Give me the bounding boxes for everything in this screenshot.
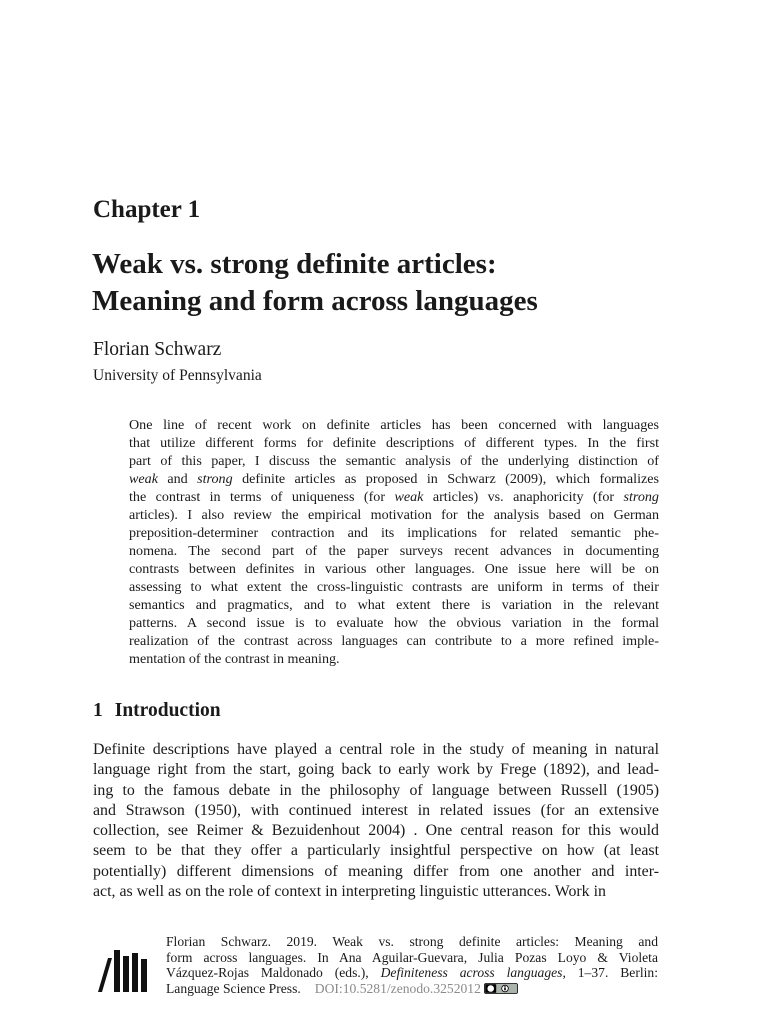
body-line: Definite descriptions have played a central role in the study of meaning in natural — [93, 741, 659, 758]
abstract-line: patterns. A second issue is to evaluate how the obvious variation in the formal — [129, 615, 659, 631]
body-text — [93, 740, 659, 902]
citation-line: form across languages. In Ana Aguilar-Guevara, Julia Pozas Loyo & Violeta — [166, 949, 658, 965]
body-line: ing to the famous debate in the philosophy of language between Russell (1905) — [93, 781, 659, 799]
abstract-line: that utilize different forms for definite descriptions of different types. In the first — [129, 435, 659, 451]
abstract-line: One line of recent work on definite articles has been concerned with languages — [129, 417, 659, 433]
title-line: Meaning and form across languages — [92, 285, 538, 317]
abstract-line: the contrast in terms of uniqueness (for weak articles) vs. anaphoricity (for strong — [129, 489, 659, 505]
abstract-line: part of this paper, I discuss the semantic analysis of the underlying distinction of — [129, 453, 659, 469]
abstract-line: contrasts between definites in various other languages. One issue here will be on — [129, 561, 659, 577]
publisher-name: Language Science Press. — [166, 980, 301, 996]
citation-line — [166, 981, 658, 997]
emphasis: weak — [394, 489, 424, 505]
section-number: 1 — [93, 700, 103, 721]
abstract-line: articles). I also review the empirical motivation for the analysis based on German — [129, 507, 659, 523]
section-title: Introduction — [114, 700, 221, 721]
emphasis: weak — [129, 471, 158, 487]
body-line: collection, see Reimer & Bezuidenhout 2004) . One central reason for this would — [93, 822, 659, 840]
abstract-line: weak and strong definite articles as proposed in Schwarz (2009), which formalizes — [129, 471, 659, 487]
emphasis: strong — [197, 471, 233, 487]
title-line: Weak vs. strong definite articles: — [92, 248, 497, 280]
author-name: Florian Schwarz — [93, 339, 222, 360]
section-heading — [93, 699, 221, 723]
body-line: potentially) different dimensions of meaning differ from one another and inter- — [93, 862, 659, 880]
abstract-line: mentation of the contrast in meaning. — [129, 651, 340, 667]
citation-line: Vázquez-Rojas Maldonado (eds.), Definiteness across languages, 1–37. Berlin: — [166, 965, 658, 981]
abstract-line: preposition-determiner contraction and its implications for related semantic phe- — [129, 525, 659, 541]
abstract-line: nomena. The second part of the paper surveys recent advances in documenting — [129, 543, 659, 559]
body-line: seem to be that they offer a particularly insightful perspective on how (at least — [93, 842, 659, 860]
author-affiliation: University of Pennsylvania — [93, 367, 262, 384]
citation-line: Florian Schwarz. 2019. Weak vs. strong definite articles: Meaning and — [166, 934, 658, 949]
body-line: act, as well as on the role of context in interpreting linguistic utterances. Work in — [93, 883, 606, 901]
abstract-line: realization of the contrast across languages can contribute to a more refined imple- — [129, 633, 659, 649]
body-line: language right from the start, going back to early work by Frege (1892), and lead- — [93, 761, 659, 779]
emphasis: strong — [623, 489, 659, 505]
book-title: Definiteness across languages — [380, 965, 563, 981]
lsp-logo-icon — [98, 950, 152, 992]
cc-by-icon — [484, 983, 518, 994]
abstract-line: semantics and pragmatics, and to what extent there is variation in the relevant — [129, 597, 659, 613]
abstract-line: assessing to what extent the cross-linguistic contrasts are uniform in terms of their — [129, 579, 659, 595]
body-line: and Strawson (1950), with continued interest in related issues (for an extensive — [93, 801, 659, 819]
doi-link[interactable]: DOI:10.5281/zenodo.3252012 — [314, 980, 481, 996]
chapter-label: Chapter 1 — [93, 196, 201, 223]
citation-block — [166, 934, 658, 996]
chapter-title — [92, 246, 712, 320]
abstract — [129, 416, 659, 668]
